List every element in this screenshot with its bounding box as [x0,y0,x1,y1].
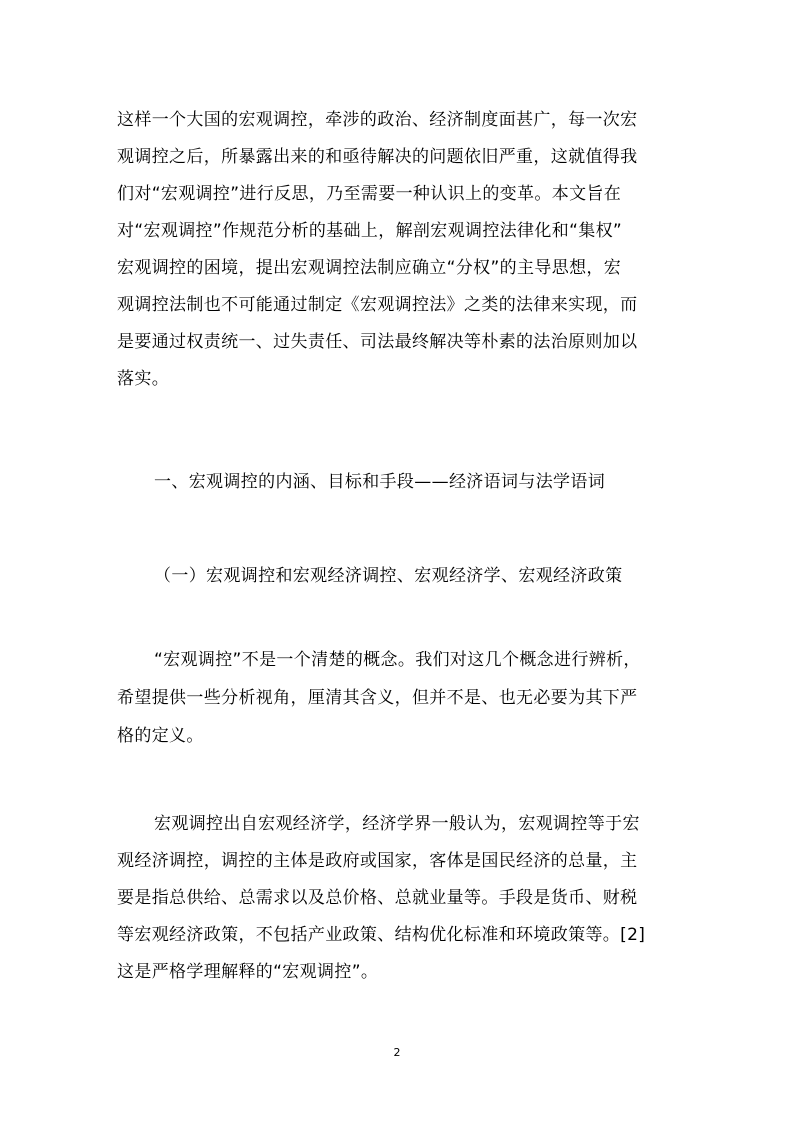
paragraph-2-line-2: 希望提供一些分析视角，厘清其含义，但并不是、也无必要为其下严 [117,688,638,708]
paragraph-3-line-5: 这是严格学理解释的“宏观调控”。 [117,962,379,982]
paragraph-3-line-4: 等宏观经济政策，不包括产业政策、结构优化标准和环境政策等。[2] [117,925,646,945]
paragraph-2-line-3: 格的定义。 [117,726,204,746]
paragraph-1-line-3: 们对“宏观调控”进行反思，乃至需要一种认识上的变革。本文旨在 [117,184,622,204]
page-number: 2 [393,1046,401,1059]
paragraph-3-line-1: 宏观调控出自宏观经济学，经济学界一般认为，宏观调控等于宏 [154,814,640,834]
paragraph-3-line-2: 观经济调控，调控的主体是政府或国家，客体是国民经济的总量，主 [117,851,638,871]
paragraph-2-line-1: “宏观调控”不是一个清楚的概念。我们对这几个概念进行辨析， [154,650,641,670]
paragraph-1-line-2: 观调控之后，所暴露出来的和亟待解决的问题依旧严重，这就值得我 [117,147,638,167]
paragraph-1-line-4: 对“宏观调控”作规范分析的基础上，解剖宏观调控法律化和“集权” [117,221,623,241]
section-heading: 一、宏观调控的内涵、目标和手段——经济语词与法学语词 [154,472,606,492]
subsection-heading: （一）宏观调控和宏观经济调控、宏观经济学、宏观经济政策 [154,566,623,586]
paragraph-1-line-6: 观调控法制也不可能通过制定《宏观调控法》之类的法律来实现，而 [117,295,638,315]
paragraph-3-line-3: 要是指总供给、总需求以及总价格、总就业量等。手段是货币、财税 [117,888,638,908]
paragraph-1-line-1: 这样一个大国的宏观调控，牵涉的政治、经济制度面甚广，每一次宏 [117,110,638,130]
paragraph-1-line-5: 宏观调控的困境，提出宏观调控法制应确立“分权”的主导思想，宏 [117,258,622,278]
paragraph-1-line-7: 是要通过权责统一、过失责任、司法最终解决等朴素的法治原则加以 [117,332,638,352]
paragraph-1-line-8: 落实。 [117,369,170,389]
